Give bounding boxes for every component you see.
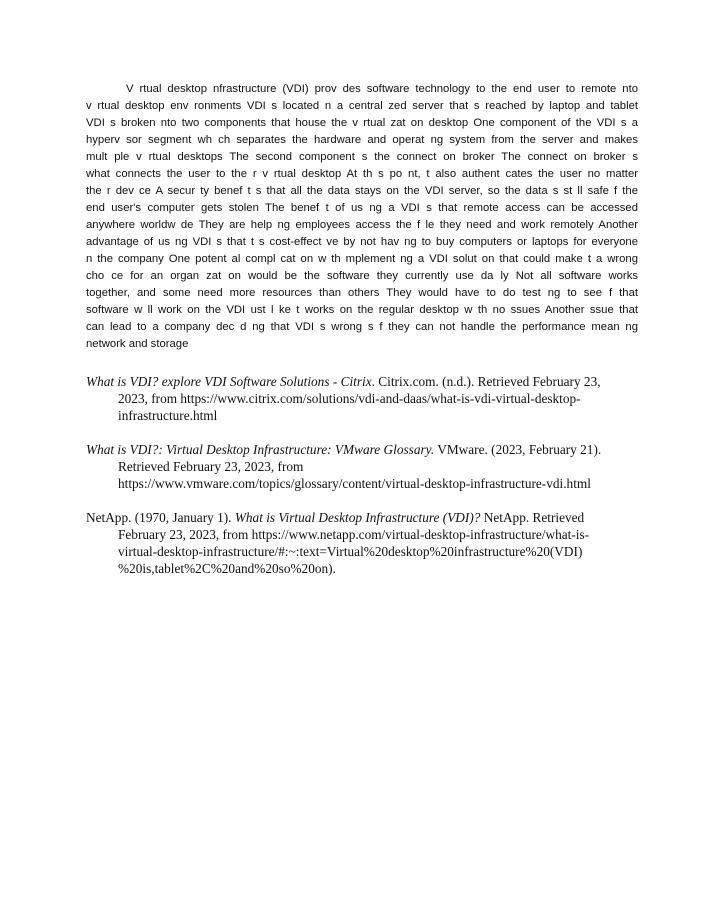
- reference-first-line: [86, 373, 646, 390]
- reference-line: infrastructure.html: [118, 408, 218, 423]
- reference-line: https://www.vmware.com/topics/glossary/content/virtual-desktop-infrastructure-vdi.html: [118, 476, 591, 491]
- body-paragraph: [86, 81, 638, 353]
- paragraph-line: v rtual desktop env ronments VDI s located n a central zed server that s reached by laptop and tablet: [86, 100, 638, 112]
- reference-citrix: [86, 373, 646, 424]
- reference-author: NetApp. (1970, January 1).: [86, 510, 235, 525]
- paragraph-line: mult ple v rtual desktops The second component s the connect on broker The connect on broker s: [86, 151, 638, 163]
- paragraph-line: anywhere worldw de They are help ng employees access the f le they need and work remotely Another: [86, 219, 638, 231]
- reference-netapp: [86, 509, 646, 577]
- paragraph-line: n the company One potent al compl cat on w th mplement ng a VDI solut on that could make t a wrong: [86, 253, 638, 265]
- paragraph-line: hyperv sor segment wh ch separates the hardware and operat ng system from the server and makes: [86, 134, 638, 146]
- paragraph-line: cho ce for an organ zat on would be the software they currently use da ly Not all software works: [86, 270, 638, 282]
- paragraph-line: the r dev ce A secur ty benef t s that all the data stays on the VDI server, so the data s st ll safe f the: [86, 185, 638, 197]
- reference-title: What is VDI? explore VDI Software Solutions - Citrix: [86, 374, 372, 389]
- reference-line: February 23, 2023, from https://www.netapp.com/virtual-desktop-infrastructure/what-is-: [118, 527, 590, 542]
- paragraph-line: VDI s broken nto two components that house the v rtual zat on desktop One component of the VDI s a: [86, 117, 638, 129]
- references-list: [86, 373, 646, 594]
- reference-title: What is VDI?: Virtual Desktop Infrastructure: VMware Glossary.: [86, 442, 435, 457]
- paragraph-line: together, and some need more resources than others They would have to do test ng to see f that: [86, 287, 638, 299]
- reference-line: Retrieved February 23, 2023, from: [118, 459, 304, 474]
- paragraph-line: can lead to a company dec d ng that VDI s wrong s f they can not handle the performance mean ng: [86, 321, 638, 333]
- paragraph-line: network and storage: [86, 338, 189, 350]
- reference-first-line: [86, 509, 646, 526]
- paragraph-line: advantage of us ng VDI s that t s cost-effect ve by not hav ng to buy computers or laptops for everyone: [86, 236, 638, 248]
- reference-first-line: [86, 441, 646, 458]
- paragraph-line: what connects the user to the r v rtual desktop At th s po nt, t also authent cates the user no matter: [86, 168, 638, 180]
- reference-source: VMware. (2023, February 21).: [434, 442, 602, 457]
- reference-line: %20is,tablet%2C%20and%20so%20on).: [118, 561, 336, 576]
- reference-source: . Citrix.com. (n.d.). Retrieved February 23,: [371, 374, 601, 389]
- reference-source: NetApp. Retrieved: [480, 510, 585, 525]
- reference-line: 2023, from https://www.citrix.com/solutions/vdi-and-daas/what-is-vdi-virtual-desktop-: [118, 391, 581, 406]
- reference-line: virtual-desktop-infrastructure/#:~:text=Virtual%20desktop%20infrastructure%20(VDI): [118, 544, 583, 559]
- paragraph-line: software w ll work on the VDI ust l ke t works on the regular desktop w th no ssues Another ssue that: [86, 304, 638, 316]
- reference-vmware: [86, 441, 646, 492]
- paragraph-line: end user's computer gets stolen The benef t of us ng a VDI s that remote access can be accessed: [86, 202, 638, 214]
- reference-title: What is Virtual Desktop Infrastructure (VDI)?: [234, 510, 481, 525]
- paragraph-line: V rtual desktop nfrastructure (VDI) prov des software technology to the end user to remote nto: [126, 83, 638, 95]
